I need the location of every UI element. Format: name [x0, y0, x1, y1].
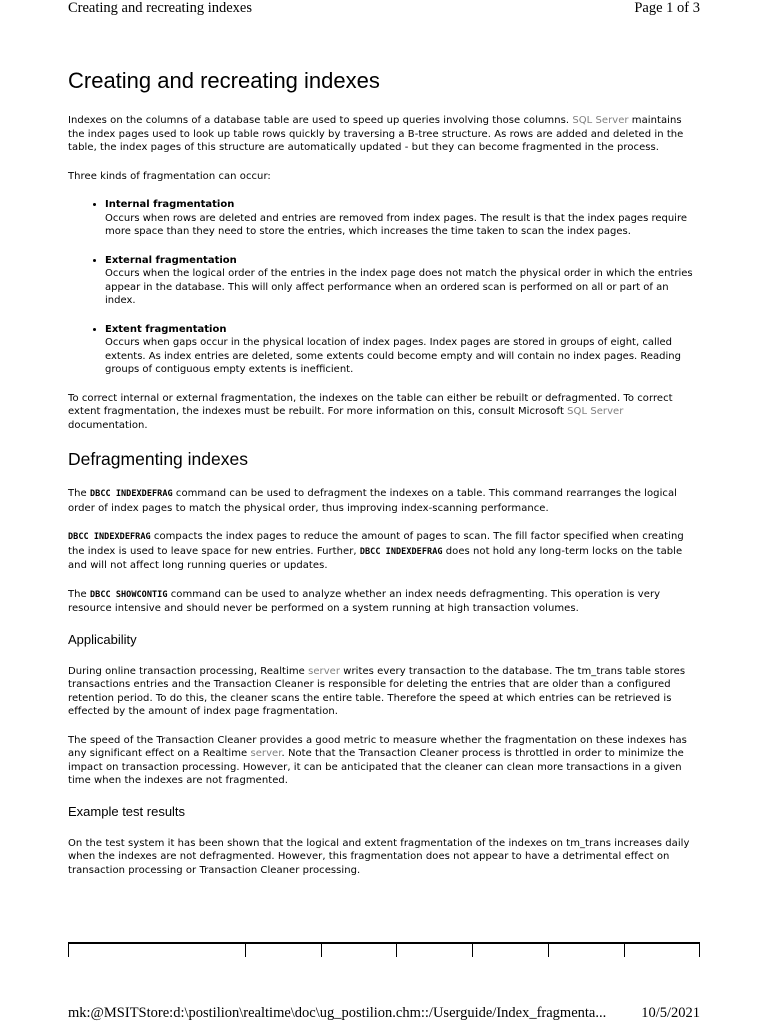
intro-paragraph	[68, 114, 700, 155]
footer-date: 10/5/2021	[641, 1005, 700, 1021]
defrag-heading: Defragmenting indexes	[68, 449, 248, 469]
intro-text-1: Indexes on the columns of a database table are used to speed up queries involving those columns.	[68, 115, 573, 126]
list-item	[105, 254, 700, 308]
text: The	[68, 588, 90, 600]
code-dbcc-indexdefrag: DBCC INDEXDEFRAG	[89, 489, 173, 499]
text: . Note that the Transaction Cleaner process is throttled in order to minimize the impact on transaction processing. However, it can be anticipated that the cleaner can clean more transactions in a given time when the indexes are not fragmented.	[68, 748, 684, 786]
defrag-paragraph-2	[68, 530, 700, 573]
fragmentation-list	[68, 198, 700, 377]
server-link[interactable]: server	[250, 748, 282, 759]
results-paragraph: On the test system it has been shown that the logical and extent fragmentation of the indexes on tm_trans increases daily when the indexes are not defragmented. However, this fragmentation does not appear to have a detrimental effect on transaction processing or Transaction Cleaner processing.	[68, 837, 690, 876]
text: does not hold any long-term locks on the table and will not affect long running queries or updates.	[68, 545, 683, 571]
desc-external: Occurs when the logical order of the entries in the index page does not match the physical order in which the entries appear in the database. This will only affect performance when an ordered scan is performed on all or part of an index.	[105, 268, 693, 306]
text: During online transaction processing, Realtime	[68, 665, 309, 677]
header-page-number: Page 1 of 3	[634, 0, 700, 16]
results-heading: Example test results	[68, 803, 186, 819]
footer-source-path: mk:@MSITStore:d:\postilion\realtime\doc\ug_postilion.chm::/Userguide/Index_fragmenta...	[68, 1005, 607, 1021]
table-column-divider	[548, 944, 549, 957]
applicability-paragraph-1	[68, 665, 700, 719]
sql-server-link[interactable]: SQL Server	[572, 115, 629, 126]
server-link[interactable]: server	[308, 665, 341, 677]
applicability-heading: Applicability	[68, 631, 137, 647]
table-column-divider	[321, 944, 322, 957]
text: command can be used to defragment the indexes on a table. This command rearranges the logical order of index pages to match the physical order, thus improving index-scanning performance.	[68, 488, 677, 514]
kinds-intro: Three kinds of fragmentation can occur:	[68, 170, 271, 182]
text: writes every transaction to the database. The tm_trans table stores transactions entries and the Transaction Cleaner is responsible for deleting the entries that are older than a configured retention period. To do this, the cleaner scans the entire table. Therefore the speed at which entries can be retrieved is effected by the amount of index page fragmentation.	[68, 665, 686, 717]
table-column-divider	[624, 944, 625, 957]
text: The speed of the Transaction Cleaner provides a good metric to measure whether the fragmentation on these indexes has any significant effect on a Realtime	[68, 734, 687, 759]
defrag-paragraph-1	[68, 487, 700, 515]
results-table-top	[68, 942, 700, 958]
header-title: Creating and recreating indexes	[68, 0, 252, 16]
table-column-divider	[245, 944, 246, 957]
correct-paragraph	[68, 392, 700, 433]
desc-internal: Occurs when rows are deleted and entries are removed from index pages. The result is that the index pages require more space than they need to store the entries, which increases the time taken to scan the index pages.	[105, 212, 688, 237]
list-item	[105, 323, 700, 377]
sql-server-link[interactable]: SQL Server	[567, 406, 624, 417]
term-external: • External fragmentation	[105, 254, 237, 266]
code-dbcc-indexdefrag: DBCC INDEXDEFRAG	[359, 546, 443, 557]
intro-text-2: maintains the index pages used to look up table rows quickly by traversing a B-tree structure. As rows are added and deleted in the table, the index pages of this structure are automatically updated - but they can become fragmented in the process.	[68, 115, 684, 153]
correct-text-1: To correct internal or external fragmentation, the indexes on the table can either be rebuilt or defragmented. To correct extent fragmentation, the indexes must be rebuilt. For more information on this, consult Microsoft	[68, 392, 673, 417]
applicability-paragraph-2	[68, 734, 700, 788]
document-body	[68, 66, 700, 892]
page-title: Creating and recreating indexes	[68, 68, 380, 93]
table-column-divider	[472, 944, 473, 957]
table-column-divider	[699, 944, 700, 957]
defrag-paragraph-3	[68, 588, 700, 616]
table-column-divider	[68, 944, 69, 957]
code-dbcc-showcontig: DBCC SHOWCONTIG	[89, 589, 168, 600]
text: The	[68, 488, 90, 499]
text: command can be used to analyze whether an index needs defragmenting. This operation is very resource intensive and should never be performed on a system running at high transaction volumes.	[68, 588, 661, 614]
term-extent: • Extent fragmentation	[105, 323, 227, 335]
text: compacts the index pages to reduce the amount of pages to scan. The fill factor specified when creating the index is used to leave space for new entries. Further,	[68, 531, 684, 557]
term-internal: • Internal fragmentation	[105, 199, 235, 210]
correct-text-2: documentation.	[68, 419, 148, 431]
table-column-divider	[396, 944, 397, 957]
desc-extent: Occurs when gaps occur in the physical location of index pages. Index pages are stored in groups of eight, called extents. As index entries are deleted, some extents could become empty and will contain no index pages. Reading groups of contiguous empty extents is inefficient.	[105, 337, 681, 375]
code-dbcc-indexdefrag: DBCC INDEXDEFRAG	[68, 532, 151, 542]
list-item	[105, 198, 700, 239]
